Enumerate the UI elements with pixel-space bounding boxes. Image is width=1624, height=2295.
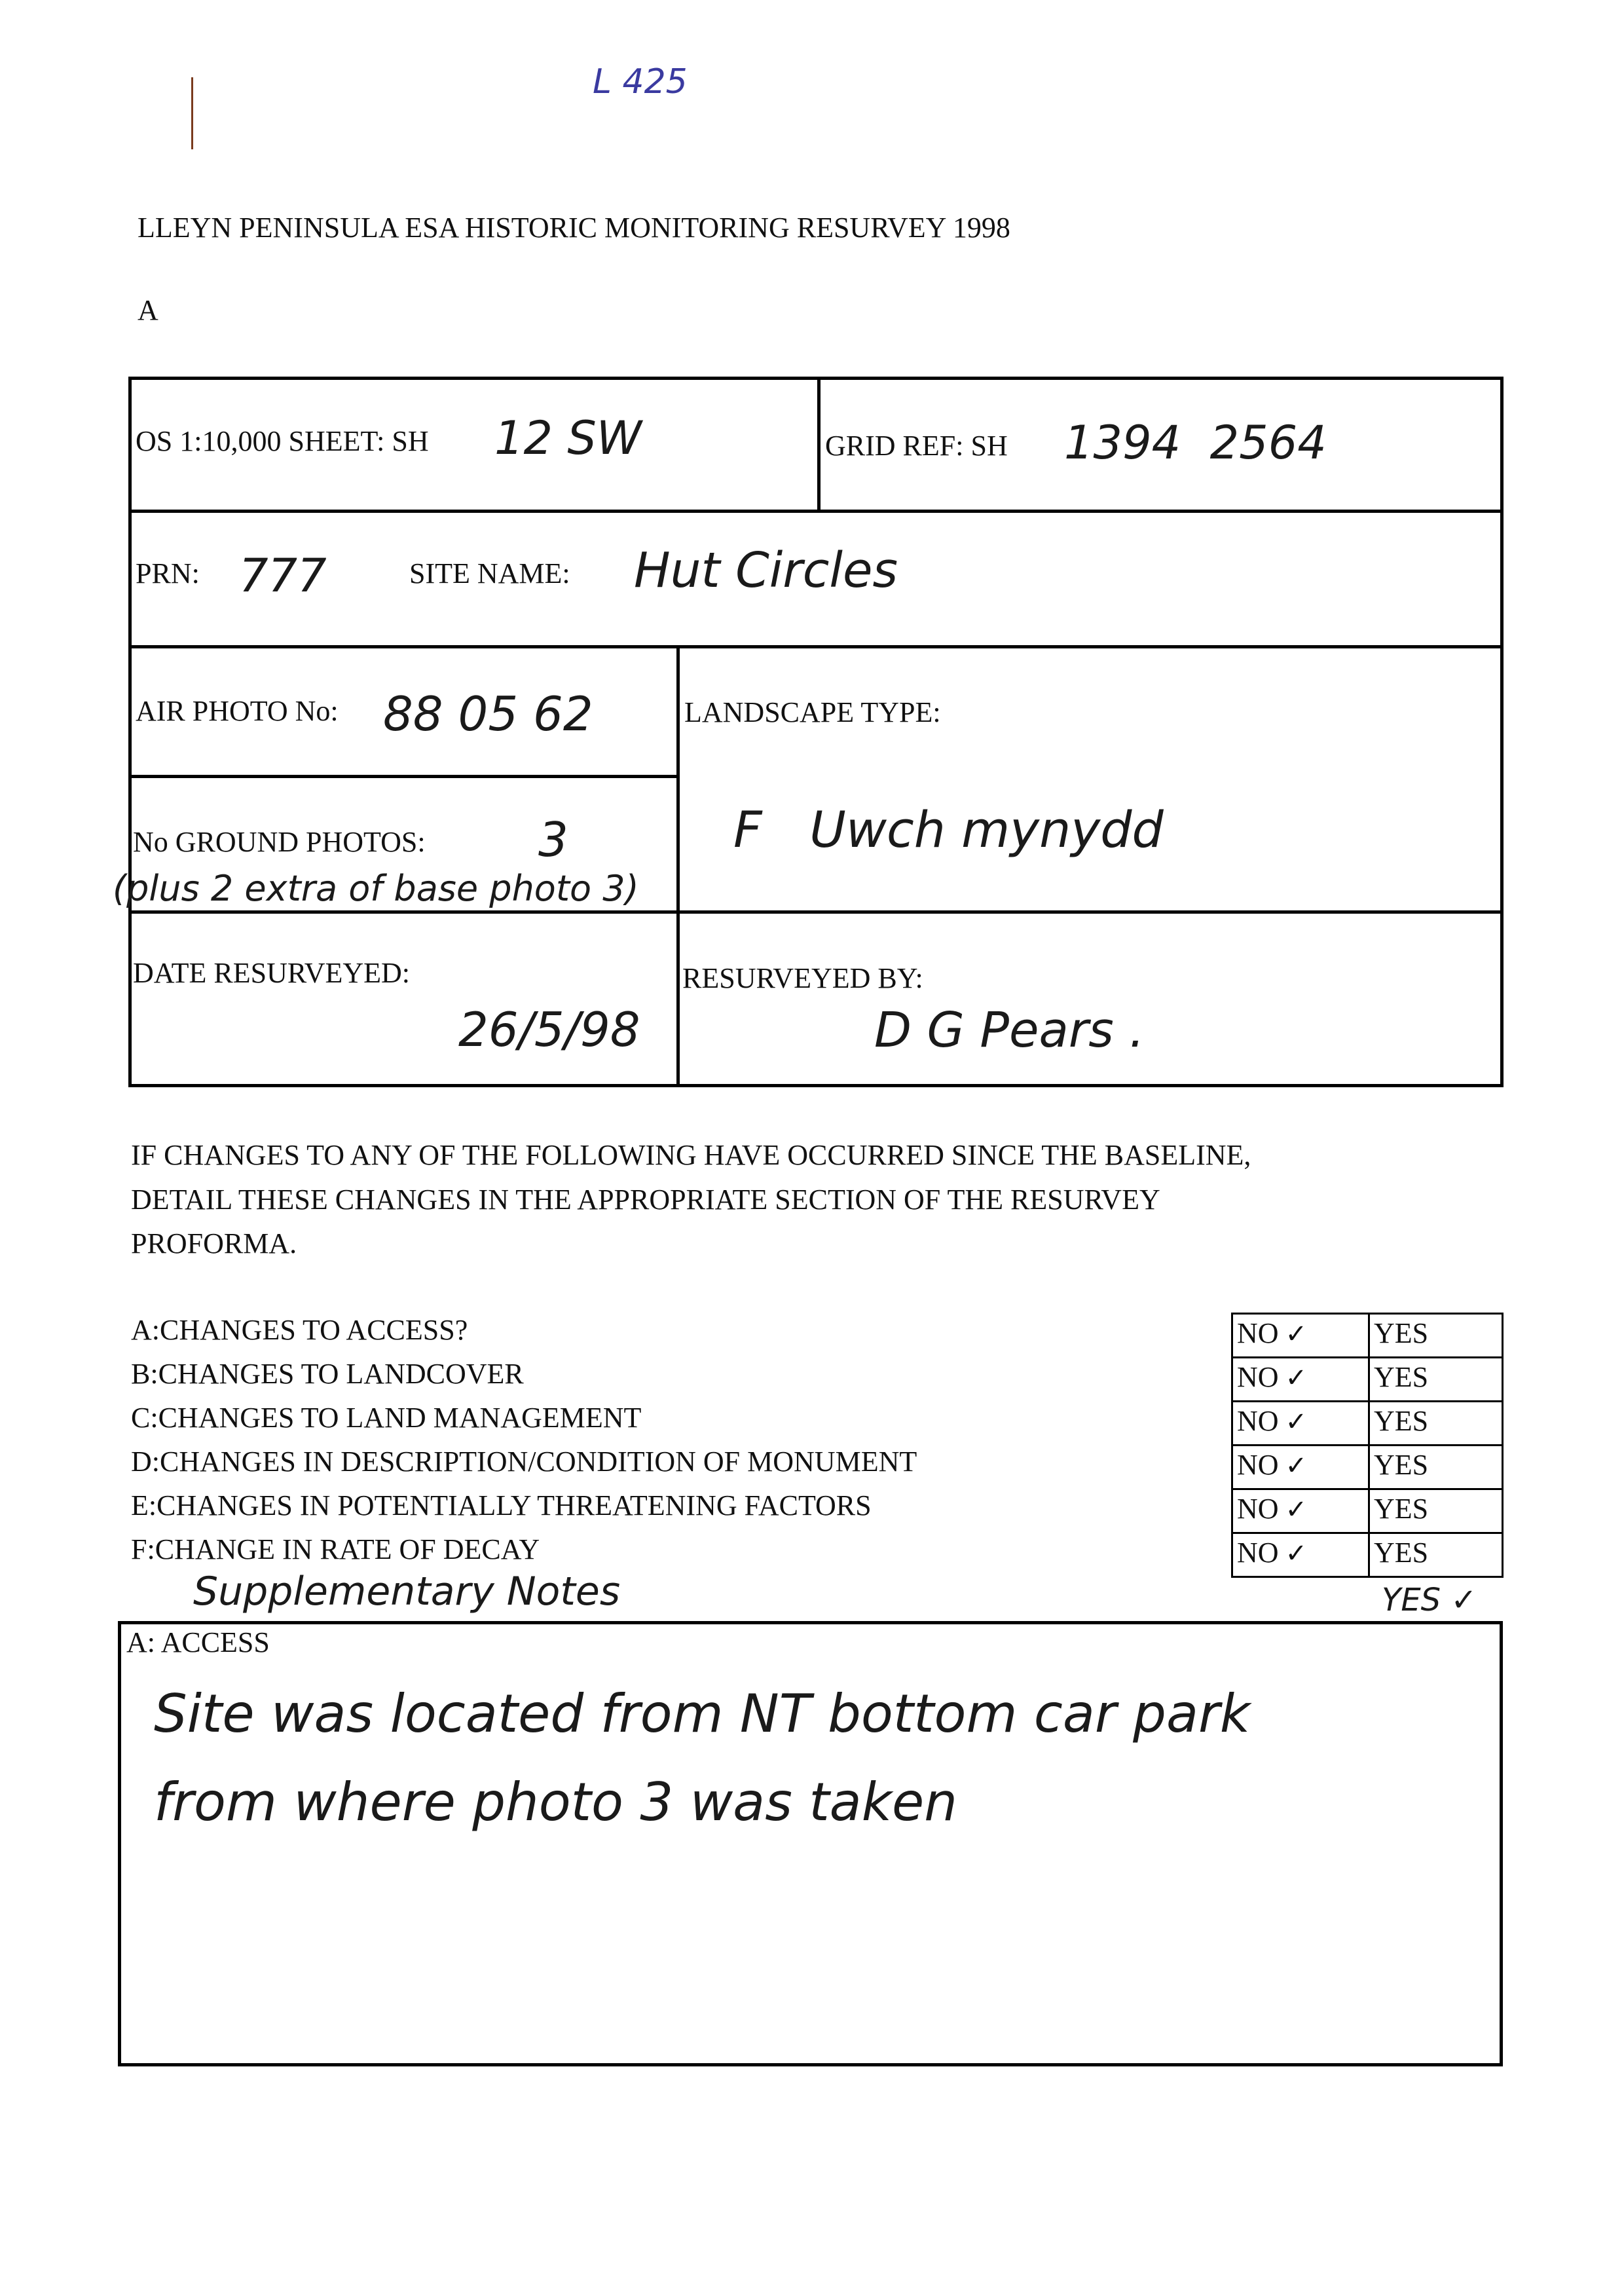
os-sheet-label: OS 1:10,000 SHEET: SH [136,425,429,457]
change-c-yes-checkbox[interactable] [1368,1400,1504,1446]
no-label: NO [1237,1537,1279,1569]
resurveyed-by-value: D G Pears . [874,1002,1145,1058]
supplementary-heading: Supplementary Notes [193,1569,621,1614]
change-a-label: A:CHANGES TO ACCESS? [131,1314,468,1346]
grid-ref-label: GRID REF: SH [825,430,1008,462]
yes-label: YES [1374,1405,1429,1437]
change-b-no-checkbox[interactable] [1231,1356,1370,1402]
tick-icon: ✓ [1285,1495,1308,1525]
landscape-type-value: F Uwch mynydd [733,800,1164,859]
change-e-yes-checkbox[interactable] [1368,1488,1504,1534]
date-resurveyed-value: 26/5/98 [458,1002,640,1057]
change-d-no-checkbox[interactable] [1231,1444,1370,1490]
instruction-line-1: IF CHANGES TO ANY OF THE FOLLOWING HAVE OCCURRED SINCE THE BASELINE, [131,1139,1251,1171]
change-d-label: D:CHANGES IN DESCRIPTION/CONDITION OF MONUMENT [131,1446,917,1478]
tick-icon: ✓ [1285,1407,1308,1437]
yes-label: YES [1374,1361,1429,1393]
prn-label: PRN: [136,557,200,589]
change-e-label: E:CHANGES IN POTENTIALLY THREATENING FACTORS [131,1489,872,1521]
access-note-line-2: from where photo 3 was taken [154,1772,957,1833]
form-letter: A [138,294,158,326]
margin-mark [191,77,193,149]
access-label: A: ACCESS [126,1626,270,1658]
no-label: NO [1237,1449,1279,1481]
change-d-yes-checkbox[interactable] [1368,1444,1504,1490]
change-c-no-checkbox[interactable] [1231,1400,1370,1446]
ground-photos-note: (plus 2 extra of base photo 3) [113,868,639,909]
ground-photos-label: No GROUND PHOTOS: [133,826,426,858]
change-c-label: C:CHANGES TO LAND MANAGEMENT [131,1402,642,1434]
no-label: NO [1237,1361,1279,1393]
grid-ref-value: 1394 2564 [1064,416,1327,470]
landscape-type-label: LANDSCAPE TYPE: [684,696,941,728]
tick-icon: ✓ [1285,1451,1308,1481]
ground-photos-value: 3 [538,812,568,867]
site-name-label: SITE NAME: [409,557,570,589]
site-name-value: Hut Circles [634,542,898,599]
change-a-yes-checkbox[interactable] [1368,1313,1504,1358]
date-resurveyed-label: DATE RESURVEYED: [133,957,411,989]
change-b-yes-checkbox[interactable] [1368,1356,1504,1402]
air-photo-value: 88 05 62 [383,686,593,741]
change-e-no-checkbox[interactable] [1231,1488,1370,1534]
change-f-no-checkbox[interactable] [1231,1532,1370,1578]
form-title: LLEYN PENINSULA ESA HISTORIC MONITORING RESURVEY 1998 [138,212,1010,244]
no-label: NO [1237,1493,1279,1525]
reference-note: L 425 [593,62,688,102]
yes-label: YES [1374,1449,1429,1481]
change-f-yes-checkbox[interactable] [1368,1532,1504,1578]
air-photo-label: AIR PHOTO No: [136,695,339,727]
tick-icon: ✓ [1285,1363,1308,1393]
tick-icon: ✓ [1285,1539,1308,1569]
instruction-line-2: DETAIL THESE CHANGES IN THE APPROPRIATE SECTION OF THE RESURVEY [131,1184,1160,1216]
tick-icon: ✓ [1285,1319,1308,1349]
access-note-line-1: Site was located from NT bottom car park [154,1683,1251,1744]
extra-yes-mark: YES ✓ [1382,1582,1477,1618]
no-label: NO [1237,1317,1279,1349]
change-a-no-checkbox[interactable] [1231,1313,1370,1358]
yes-label: YES [1374,1493,1429,1525]
os-sheet-value: 12 SW [494,411,642,465]
change-f-label: F:CHANGE IN RATE OF DECAY [131,1533,540,1565]
yes-label: YES [1374,1537,1429,1569]
resurveyed-by-label: RESURVEYED BY: [682,962,923,994]
change-b-label: B:CHANGES TO LANDCOVER [131,1358,524,1390]
instruction-line-3: PROFORMA. [131,1227,297,1259]
yes-label: YES [1374,1317,1429,1349]
no-label: NO [1237,1405,1279,1437]
prn-value: 777 [239,549,327,603]
